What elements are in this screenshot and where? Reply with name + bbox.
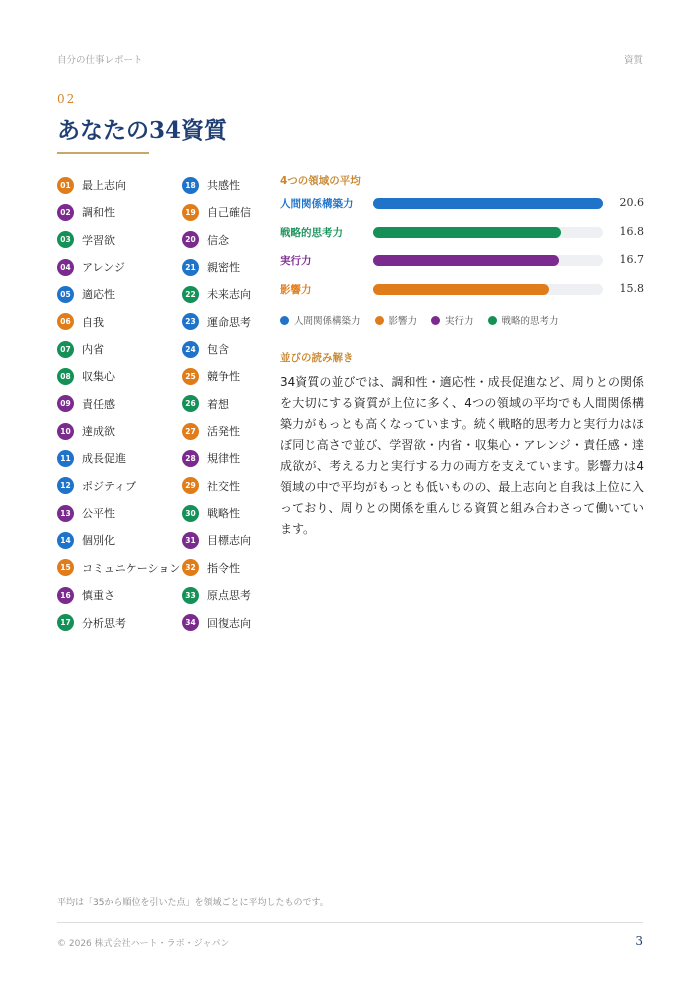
talent-name: 共感性 [207,179,240,192]
talent-name: 回復志向 [207,616,251,630]
domain-bar-row [280,195,644,213]
bar-value: 16.7 [619,253,644,266]
rank-badge: 19 [182,204,199,221]
talent-name: 個別化 [82,534,115,548]
rank-badge: 12 [57,477,74,494]
talent-name: 社交性 [207,479,240,493]
bar-label: 影響力 [280,283,312,296]
talent-name: 活発性 [207,425,240,439]
bar-value: 15.8 [619,281,644,295]
bar-value: 20.6 [619,196,644,209]
bar-fill [373,255,559,266]
section-number: 02 [57,92,77,106]
talent-item [57,531,177,549]
talent-name: 調和性 [82,206,115,220]
copyright: © 2026 株式会社ハート・ラボ・ジャパン [57,939,230,949]
bar-track [373,284,603,295]
rank-badge: 08 [57,368,74,385]
legend-label: 戦略的思考力 [501,316,559,327]
talent-item [57,231,177,249]
talent-name: 包含 [207,343,229,357]
talent-item [57,504,177,522]
bar-value: 16.8 [619,224,644,238]
talent-item [57,449,177,467]
domain-bar-chart [280,195,644,309]
legend-item [488,313,559,327]
rank-badge: 23 [182,313,199,330]
rank-badge: 28 [182,450,199,467]
page-number: 3 [635,934,643,948]
rank-badge: 18 [182,177,199,194]
bar-fill [373,284,549,295]
talent-item [182,614,302,632]
legend-label: 人間関係構築力 [294,316,361,327]
talent-item [57,340,177,358]
bar-fill [373,227,561,238]
talent-item [57,477,177,495]
bar-track [373,198,603,209]
rank-badge: 21 [182,259,199,276]
footnote: 平均は「35から順位を引いた点」を領域ごとに平均したものです。 [57,898,329,908]
bar-label: 戦略的思考力 [280,226,343,239]
talent-name: 親密性 [207,261,240,275]
talent-name: 着想 [207,397,229,411]
talent-item [57,367,177,385]
talent-item [57,176,177,194]
rank-badge: 34 [182,614,199,631]
rank-badge: 26 [182,395,199,412]
talent-name: 目標志向 [207,534,251,548]
legend-item [280,313,361,327]
talent-name: 公平性 [82,507,115,521]
rank-badge: 13 [57,505,74,522]
bar-track [373,255,603,266]
section-label: 資質 [623,55,643,66]
talent-name: 競争性 [207,370,240,384]
talent-name: 学習欲 [82,233,115,247]
domain-bar-row [280,281,644,299]
talent-item [57,258,177,276]
talent-name: 最上志向 [82,179,126,192]
rank-badge: 20 [182,231,199,248]
legend-label: 影響力 [388,316,418,327]
rank-badge: 30 [182,505,199,522]
talent-name: 達成欲 [82,425,115,439]
footer-divider [57,922,643,923]
talent-name: 未来志向 [207,288,251,302]
rank-badge: 29 [182,477,199,494]
talent-item [182,559,302,577]
rank-badge: 32 [182,559,199,576]
rank-badge: 14 [57,532,74,549]
legend-item [431,313,474,327]
bar-label: 人間関係構築力 [280,198,354,210]
rank-badge: 16 [57,587,74,604]
rank-badge: 02 [57,204,74,221]
talent-name: 成長促進 [82,452,126,466]
talent-item [57,285,177,303]
talent-name: 分析思考 [82,616,126,630]
domains-heading: 4つの領域の平均 [280,175,361,187]
rank-badge: 15 [57,559,74,576]
rank-badge: 27 [182,423,199,440]
talent-item [57,313,177,331]
legend-dot-icon [280,316,289,325]
rank-badge: 07 [57,341,74,358]
talent-name: 慎重さ [82,589,115,603]
rank-badge: 24 [182,341,199,358]
rank-badge: 33 [182,587,199,604]
talent-name: ポジティブ [82,479,137,493]
talent-name: 自己確信 [207,206,251,220]
talent-name: 収集心 [82,370,115,384]
talent-item [182,586,302,604]
report-title: 自分の仕事レポート [57,55,143,66]
chart-legend [280,313,573,327]
talent-name: アレンジ [82,261,126,275]
talent-item [57,559,181,577]
talent-name: 責任感 [82,397,115,411]
title-underline [57,152,149,154]
rank-badge: 05 [57,286,74,303]
bar-fill [373,198,603,209]
talent-name: 適応性 [82,288,115,302]
legend-dot-icon [375,316,384,325]
talent-name: 規律性 [207,452,240,466]
rank-badge: 09 [57,395,74,412]
talent-list-column-1 [57,176,181,641]
talent-name: 内省 [82,343,104,357]
talent-name: 信念 [207,233,229,247]
rank-badge: 17 [57,614,74,631]
rank-badge: 11 [57,450,74,467]
rank-badge: 22 [182,286,199,303]
talent-name: 原点思考 [207,589,251,603]
talent-item [57,422,177,440]
talent-item [57,395,177,413]
rank-badge: 03 [57,231,74,248]
rank-badge: 31 [182,532,199,549]
talent-name: コミュニケーション [82,561,181,575]
talent-item [57,203,177,221]
rank-badge: 25 [182,368,199,385]
legend-dot-icon [488,316,497,325]
legend-label: 実行力 [445,316,474,327]
domain-bar-row [280,252,644,270]
bar-label: 実行力 [280,255,312,267]
talent-item [57,586,177,604]
legend-item [375,313,418,327]
talent-item [57,614,177,632]
page-title: あなたの34資質 [57,117,228,144]
rank-badge: 10 [57,423,74,440]
talent-name: 運命思考 [207,315,251,329]
legend-dot-icon [431,316,440,325]
rank-badge: 06 [57,313,74,330]
domain-bar-row [280,224,644,242]
rank-badge: 01 [57,177,74,194]
rank-badge: 04 [57,259,74,276]
bar-track [373,227,603,238]
talent-name: 指令性 [207,561,240,575]
reading-heading: 並びの読み解き [280,352,354,364]
talent-name: 自我 [82,315,104,329]
talent-name: 戦略性 [207,507,240,521]
reading-paragraph: 34資質の並びでは、調和性・適応性・成長促進など、周りとの関係を大切にする資質が上位に多く、4つの領域の平均でも人間関係構築力がもっとも高くなっています。続く戦略的思考力と実行力はほぼ同じ高さで並び、学習欲・内省・収集心・アレンジ・責任感・達成欲が、考える力と実行する力の両方を支えています。影響力は4領域の中で平均がもっとも低いものの、最上志向と自我は上位に入っており、周りとの関係を重んじる資質と組み合わさって働いています。 [280,375,644,536]
